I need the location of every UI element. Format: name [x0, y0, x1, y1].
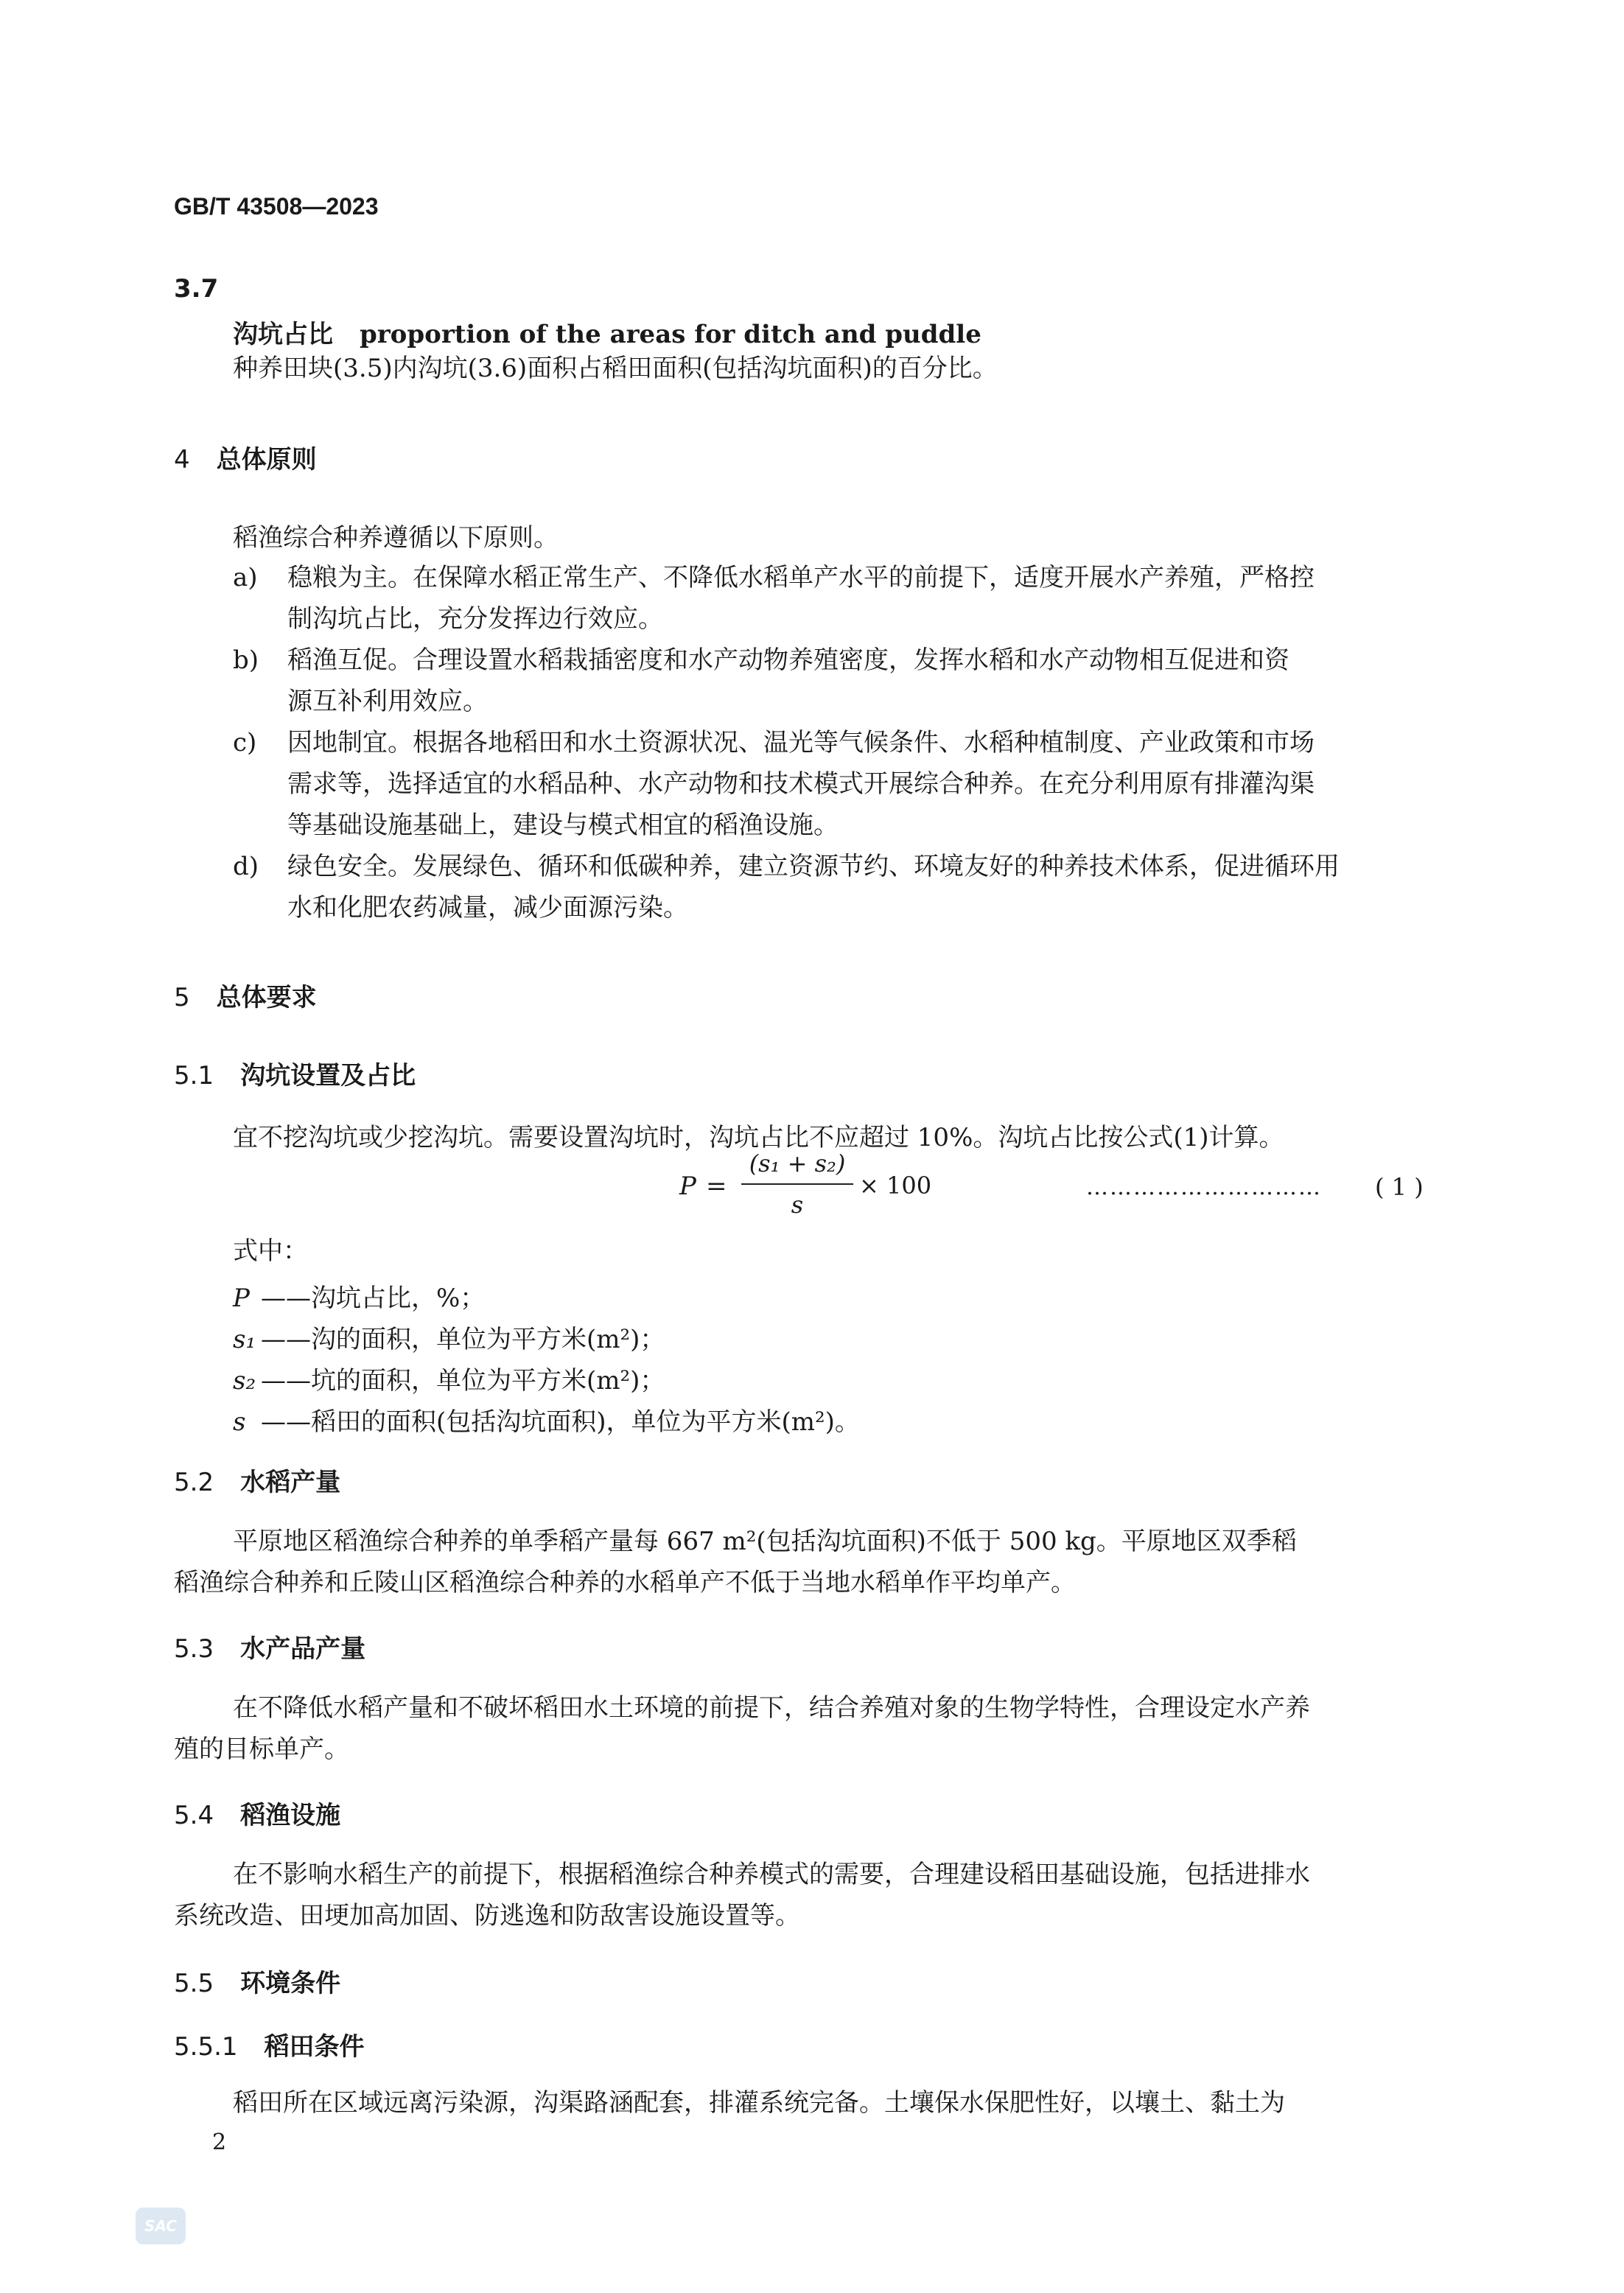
section-4-intro: 稻渔综合种养遵循以下原则。 [233, 523, 559, 553]
clause-number: 5.1 [174, 1061, 214, 1091]
list-marker: a) [233, 563, 258, 592]
list-marker: b) [233, 645, 259, 675]
para-line: 系统改造、田埂加高加固、防逃逸和防敌害设施设置等。 [174, 1901, 800, 1930]
list-line: 需求等，选择适宜的水稻品种、水产动物和技术模式开展综合种养。在充分利用原有排灌沟渠 [287, 769, 1315, 799]
term-entry [233, 314, 981, 350]
clause-5-4-text [174, 1854, 1310, 1936]
clause-title: 稻渔设施 [240, 1801, 341, 1830]
formula-denominator: s [791, 1191, 804, 1219]
definition-row [233, 1401, 860, 1438]
list-item-a [233, 557, 1315, 634]
clause-5-4-heading [174, 1795, 340, 1831]
section-title: 总体原则 [216, 445, 317, 475]
list-item-text [287, 846, 1340, 928]
standard-code: GB/T 43508—2023 [174, 193, 379, 220]
para-line: 稻渔综合种养和丘陵山区稻渔综合种养的水稻单产不低于当地水稻单作平均单产。 [174, 1568, 1076, 1597]
clause-5-2-text [174, 1521, 1297, 1603]
clause-5-5-heading [174, 1963, 340, 1999]
clause-title: 沟坑设置及占比 [240, 1061, 416, 1091]
symbol: s [233, 1407, 246, 1437]
clause-5-3-text [174, 1687, 1310, 1770]
section-4-heading [174, 439, 317, 475]
list-line: 稳粮为主。在保障水稻正常生产、不降低水稻单产水平的前提下，适度开展水产养殖，严格控 [287, 563, 1315, 592]
list-item-b [233, 640, 1289, 716]
formula-leader-dots: ………………………… [1086, 1174, 1322, 1200]
clause-number: 5.5.1 [174, 2032, 238, 2062]
definition-text: 沟的面积，单位为平方米(m²)； [311, 1325, 665, 1354]
list-item-text [287, 557, 1315, 640]
dash: —— [261, 1284, 311, 1313]
list-line: 因地制宜。根据各地稻田和水土资源状况、温光等气候条件、水稻种植制度、产业政策和市场 [287, 728, 1315, 757]
clause-5-1-heading [174, 1055, 416, 1091]
para-line: 平原地区稻渔综合种养的单季稻产量每 667 m²(包括沟坑面积)不低于 500 kg。平原地区双季稻 [233, 1527, 1297, 1556]
para-line: 稻田所在区域远离污染源，沟渠路涵配套，排灌系统完备。土壤保水保肥性好，以壤土、黏土为 [233, 2088, 1285, 2118]
symbol: P [233, 1284, 250, 1313]
para-line: 殖的目标单产。 [174, 1734, 349, 1764]
clause-3-7-number [174, 274, 218, 304]
dash: —— [261, 1325, 311, 1354]
clause-title: 环境条件 [240, 1969, 341, 1998]
list-item-c [233, 722, 1315, 840]
symbol: s₁ [233, 1325, 256, 1354]
list-line: 源互补利用效应。 [287, 687, 488, 716]
term-en: proportion of the areas for ditch and puddle [360, 320, 981, 349]
dash: —— [261, 1407, 311, 1437]
clause-title: 水产品产量 [240, 1634, 366, 1664]
formula-lhs: P [679, 1172, 696, 1201]
list-item-text [287, 722, 1315, 846]
where-label: 式中： [233, 1236, 308, 1266]
list-line: 稻渔互促。合理设置水稻栽插密度和水产动物养殖密度，发挥水稻和水产动物相互促进和资 [287, 645, 1289, 675]
section-5-heading [174, 977, 317, 1013]
formula-equals: = [706, 1172, 727, 1201]
list-line: 制沟坑占比，充分发挥边行效应。 [287, 604, 663, 634]
clause-5-1-text: 宜不挖沟坑或少挖沟坑。需要设置沟坑时，沟坑占比不应超过 10%。沟坑占比按公式(1)计算。 [233, 1123, 1284, 1152]
term-zh: 沟坑占比 [233, 320, 333, 349]
clause-title: 稻田条件 [264, 2032, 365, 2062]
list-line: 等基础设施基础上，建设与模式相宜的稻渔设施。 [287, 811, 839, 840]
para-line: 在不降低水稻产量和不破坏稻田水土环境的前提下，结合养殖对象的生物学特性，合理设定水产养 [233, 1693, 1310, 1723]
section-number: 4 [174, 445, 190, 475]
formula-numerator: (s₁ + s₂) [749, 1149, 846, 1177]
clause-number: 5.5 [174, 1969, 214, 1998]
clause-number: 3.7 [174, 274, 219, 304]
clause-5-2-heading [174, 1462, 340, 1498]
clause-5-3-heading [174, 1628, 365, 1664]
fraction-bar [741, 1183, 853, 1185]
clause-5-5-1-text [174, 2082, 1285, 2124]
list-marker: c) [233, 728, 257, 757]
definition-text: 沟坑占比，%； [311, 1284, 486, 1313]
definition-text: 稻田的面积(包括沟坑面积)，单位为平方米(m²)。 [311, 1407, 860, 1437]
list-marker: d) [233, 852, 259, 881]
list-line: 绿色安全。发展绿色、循环和低碳种养，建立资源节约、环境友好的种养技术体系，促进循环用 [287, 852, 1340, 881]
formula-multiplier: × 100 [859, 1172, 932, 1200]
clause-title: 水稻产量 [240, 1468, 341, 1497]
section-title: 总体要求 [216, 983, 317, 1012]
list-item-d [233, 846, 1340, 923]
section-number: 5 [174, 983, 190, 1012]
clause-number: 5.4 [174, 1801, 214, 1830]
clause-5-5-1-heading [174, 2026, 365, 2062]
sac-logo-icon: SAC [136, 2208, 186, 2244]
definition-row [233, 1278, 485, 1314]
clause-number: 5.2 [174, 1468, 214, 1497]
dash: —— [261, 1366, 311, 1396]
formula-number: ( 1 ) [1375, 1173, 1424, 1201]
para-line: 在不影响水稻生产的前提下，根据稻渔综合种养模式的需要，合理建设稻田基础设施，包括进排水 [233, 1860, 1310, 1889]
page-number: 2 [212, 2129, 227, 2155]
list-line: 水和化肥农药减量，减少面源污染。 [287, 893, 688, 923]
definition-row [233, 1319, 665, 1355]
clause-number: 5.3 [174, 1634, 214, 1664]
term-definition: 种养田块(3.5)内沟坑(3.6)面积占稻田面积(包括沟坑面积)的百分比。 [233, 354, 998, 383]
symbol: s₂ [233, 1366, 256, 1396]
list-item-text [287, 640, 1289, 722]
definition-text: 坑的面积，单位为平方米(m²)； [311, 1366, 665, 1396]
definition-row [233, 1360, 665, 1396]
